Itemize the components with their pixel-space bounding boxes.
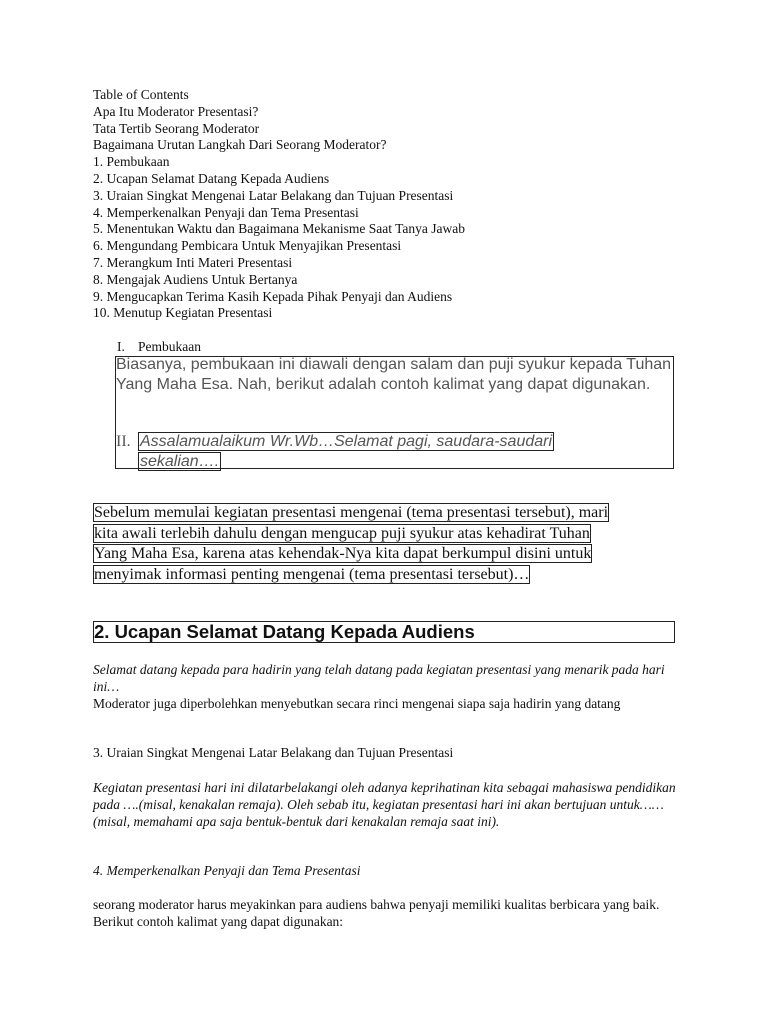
toc-line: Apa Itu Moderator Presentasi? — [93, 103, 259, 119]
toc-line: 10. Menutup Kegiatan Presentasi — [93, 305, 273, 321]
toc-line: Bagaimana Urutan Langkah Dari Seorang Moderator? — [93, 137, 387, 153]
toc-line: 7. Merangkum Inti Materi Presentasi — [93, 254, 293, 270]
section1-example — [116, 432, 554, 472]
section2-text: Moderator juga diperbolehkan menyebutkan secara rinci mengenai siapa saja hadirin yang datang — [93, 696, 621, 711]
section1-heading — [117, 339, 201, 355]
section1-numeral: I. — [117, 339, 125, 354]
toc-line: 9. Mengucapkan Terima Kasih Kepada Pihak Penyaji dan Audiens — [93, 288, 453, 304]
opening-paragraph — [93, 503, 683, 585]
example-line2: sekalian…. — [140, 453, 220, 470]
section4-text: seorang moderator harus meyakinkan para audiens bahwa penyaji memiliki kualitas berbicara yang baik. Berikut contoh kalimat yang dapat digunakan: — [93, 897, 660, 929]
section1-intro: Biasanya, pembukaan ini diawali dengan salam dan puji syukur kepada Tuhan Yang Maha Esa. Nah, berikut adalah contoh kalimat yang dapat digunakan. — [116, 356, 672, 393]
section2-heading: 2. Ucapan Selamat Datang Kepada Audiens — [93, 621, 675, 643]
paragraph-line: kita awali terlebih dahulu dengan mengucap puji syukur atas kehadirat Tuhan — [94, 524, 590, 542]
paragraph-line: menyimak informasi penting mengenai (tema presentasi tersebut)… — [94, 565, 530, 583]
section1-title: Pembukaan — [138, 339, 201, 354]
toc-line: 8. Mengajak Audiens Untuk Bertanya — [93, 271, 298, 287]
toc-line: 3. Uraian Singkat Mengenai Latar Belakang dan Tujuan Presentasi — [93, 187, 454, 203]
section1-numeral2: II. — [116, 433, 131, 450]
toc-line: 1. Pembukaan — [93, 154, 170, 170]
example-line1: Assalamualaikum Wr.Wb…Selamat pagi, saudara-saudari — [140, 433, 553, 450]
toc-line: 6. Mengundang Pembicara Untuk Menyajikan Presentasi — [93, 238, 402, 254]
toc-line: 4. Memperkenalkan Penyaji dan Tema Presentasi — [93, 204, 359, 220]
section4-heading: 4. Memperkenalkan Penyaji dan Tema Presentasi — [93, 863, 361, 878]
toc-line: 5. Menentukan Waktu dan Bagaimana Mekanisme Saat Tanya Jawab — [93, 221, 465, 237]
toc-line: 2. Ucapan Selamat Datang Kepada Audiens — [93, 170, 330, 186]
section2-italic-text: Selamat datang kepada para hadirin yang telah datang pada kegiatan presentasi yang menarik pada hari ini… — [93, 662, 665, 694]
section3-heading: 3. Uraian Singkat Mengenai Latar Belakang dan Tujuan Presentasi — [93, 745, 454, 760]
toc-line: Tata Tertib Seorang Moderator — [93, 120, 260, 136]
paragraph-line: Sebelum memulai kegiatan presentasi mengenai (tema presentasi tersebut), mari — [94, 504, 609, 521]
paragraph-line: Yang Maha Esa, karena atas kehendak-Nya kita dapat berkumpul disini untuk — [94, 545, 592, 562]
table-of-contents — [93, 87, 465, 322]
section3-italic-text: Kegiatan presentasi hari ini dilatarbelakangi oleh adanya keprihatinan kita sebagai mahasiswa pendidikan pada ….(misal, kenakalan remaja). Oleh sebab itu, kegiatan presentasi hari ini akan bertujuan untuk…… (misal, memahami apa saja bentuk-bentuk dari kenakalan remaja saat ini). — [93, 780, 676, 829]
toc-line: Table of Contents — [93, 87, 189, 102]
